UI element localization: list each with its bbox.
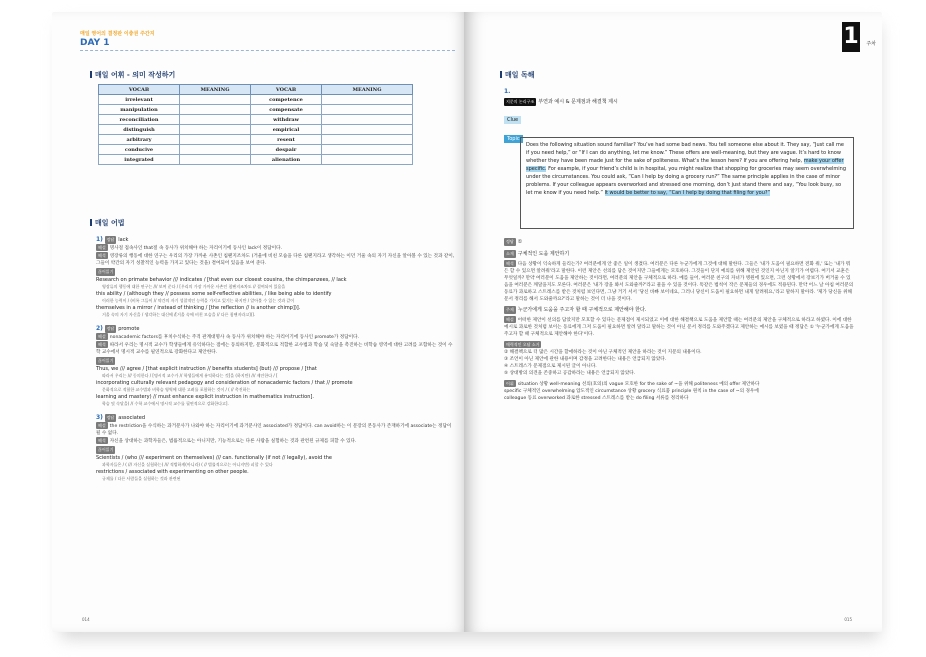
vocab-word: compensate [251,105,322,115]
meaning-blank[interactable] [322,95,413,105]
meaning-blank[interactable] [180,145,251,155]
vocab-header-2: VOCAB [251,85,322,95]
vocab-word: manipulation [99,105,180,115]
wrong-options-list [504,349,854,377]
struct-line-ko: 과학자들은 / ( /// 자신을 실험하는) /// 적법하게(아니라) ( // 법률적으로는 아니지만) 피할 수 있다 [102,462,273,467]
note-tag: 해석 [98,438,106,443]
meaning-blank[interactable] [322,135,413,145]
vocab-word: integrated [99,155,180,165]
topic-legend: Topic [504,135,523,143]
answer-tag: 정답 [106,237,115,242]
question-structure [504,98,618,106]
struct-tag: 끊어읽기 [98,447,114,452]
translation-text: 다음 상황이 익숙하게 들리는가? 여러분에게 안 좋은 일이 생겼다. 여러분은 다른 누군가에게 그것에 대해 말한다. 그들은 '내가 도움이 필요하면 전화 줘,' 또는 '내가 뭐든 할 수 있으면 알려줘'라고 말한다. 이런 제안은 선의를 담은 것이지만 그들에게는 모호하다. 그것들이 단지 예의를 위해 제안된 것인지 아닌지 알기가 어렵다. 여기서 교훈은 무엇일까? 만약 여러분이 도움을 제안하는 것이라면, 여러분의 제안을 구체적으로 하라. 예를 들어, 여러분 친구의 자녀가 병원에 있으면, 그런 상황에서 장보기가 버거울 수 있음을 여러분은 깨달을지도 모른다. 여러분은 '내가 장을 봐서 도와줄까?'라고 물을 수 있을 것이다. 똑같은 법칙이 작은 문제들의 경우에도 적용된다. 만약 어느 날 아침 여러분의 동료가 과로하고 스트레스를 받은 것처럼 보인다면, 그냥 거기 서서 '당신 바빠 보이네요, 그러니 당신이 도움이 필요하면 내게 알려줘요,'라고 말하지 말아라. '제가 당신을 위해 문서 정리를 해서 도와줄까요?'라고 말하는 것이 더 나을 것이다. [504,262,854,302]
struct-line-ko: 이러한 능력이 / (비록 그들이 // 약간의 자기 성찰적인 능력을 가지고 있기는 하지만 / 알아볼 수 있는 것과 같이 [102,298,295,303]
vocab-word: empirical [251,125,322,135]
chapter-number: 1 [842,22,860,52]
meaning-blank[interactable] [180,105,251,115]
reading-section-title [500,70,535,80]
struct-tag: 끊어읽기 [98,358,114,363]
struct-line-ko: 학습 및 숙달을) // 수학 교수에서 명시적 교수를 필연적으로 강화한다고]. [102,401,229,406]
grammar-section-title [90,218,125,228]
translation-tag: 해석 [506,261,514,266]
grammar-item [96,325,456,407]
left-page [52,12,470,632]
struct-line-en: this ability / (although they // possess some self-reflective abilities, / like being able to identify [96,291,332,297]
note-tag: 해설 [98,334,106,339]
highlighted-clue: It would be better to say, “Can I help by doing that filing for you?” [604,190,771,196]
reading-title-text: 매일 독해 [505,71,535,79]
clue-legend: Clue [504,116,521,124]
vocab-title-text: 매일 어휘 - 의미 작성하기 [95,71,176,79]
question-number: 1. [504,88,511,95]
struct-line-en: Research on primate behavior /// indicates / [that even our closest cousins, the chimpanzees, // lack [96,277,347,283]
meaning-blank[interactable] [180,95,251,105]
topic-tag: 주제 [506,307,514,312]
struct-line-ko: 영장류의 행동에 대한 연구는 /// 보여 준다 / [우리의 가장 가까운 사촌인 침팬지조차도 // 결여되어 있음을 [102,284,286,289]
vocab-word: withdraw [251,115,322,125]
vocab-row [99,95,413,105]
vocab-line-2: specific 구체적인 overwhelming 압도적인 circumstance 상황 grocery 식료품 principle 원칙 in the case of ~의 경우에 [504,389,759,394]
grammar-item [96,414,456,482]
vocab-word: arbitrary [99,135,180,145]
vocab-row [99,135,413,145]
vocab-line-1: situation 상황 well-meaning 선의(호의)의 vague 모호한 for the sake of ~을 위해 politeness 예의 offer 제안하다 [517,382,760,387]
right-page [464,12,882,632]
answer-tag: 정답 [506,239,514,244]
wrong-option: ③ 조언이 아닌 제안에 관한 내용이며 감정을 고려한다는 내용은 언급되지 않았다. [504,357,667,362]
day-label: DAY 1 [80,38,110,48]
note-text: 따라서 우리는 명시적 교수가 학생들에게 유익하다는 점에는 동의하지만, 문화적으로 적합한 교수법과 학습 및 숙달을 촉진하는 비학습 영역에 대한 고려를 포함하는 것이 수학 교수에서 명시적 교수를 필연적으로 강화한다고 제안한다. [96,343,453,355]
struct-line-ko: 규제를 / 다른 사람들을 실험하는 것과 관련된 [102,476,181,481]
wrong-option: ⑤ 상대방의 의견을 존중하고 공감하라는 내용은 언급되지 않았다. [504,371,636,376]
vocab-line-3: colleague 동료 overworked 과로한 stressed 스트레스를 받는 do filing 서류를 정리하다 [504,396,689,401]
item-number: 3) [96,414,103,421]
struct-line-en: learning and mastery) // must enhance explicit instruction in mathematics instruction]. [96,394,314,400]
struct-line-ko: 거울 속의 자기 자신을 / 생각하는 대신에 /[거울 속에 비친 모습을 // 다른 침팬지라고])]. [102,312,256,317]
grammar-title-text: 매일 어법 [95,219,125,227]
reading-passage [520,137,854,229]
header-divider [80,50,455,51]
header-subtitle: 매일 영어의 결정판 이충권 주간지 [80,31,155,37]
passage-text: For example, if your friend’s child is in hospital, you might realize that shopping for groceries may seem overwhelming under the circumstances. You could ask, “Can I help by doing a grocery run?” The same principle applies in the case of minor problems. If your colleague appears overworked and stressed one morning, don’t just stand there and say, “You look busy, so let me know if you need help.” [526,166,847,196]
wrong-option: ④ 스트레스가 문제점으로 제시된 글이 아니다. [504,364,597,369]
struct-line-en: Thus, we /// agree / [that explicit instruction // benefits students] (but) /// propose / [that [96,366,317,372]
wrong-option: ② 해결책으로 더 많은 시간을 할애하라는 것이 아닌 구체적인 제안을 하라는 것이 지문의 내용이다. [504,350,702,355]
vocab-tag: 어휘 [506,381,514,386]
explanation-block [504,238,854,402]
note-text: 영장류의 행동에 대한 연구는 우리의 가장 가까운 사촌인 침팬지조차도 (거울에 비친 모습을 다른 침팬지라고 생각하는 이던 거울 속의 자기 자신을 알아볼 수 있는 것과 같이, 그들이 약간의 자기 성찰적인 능력을 가지고 있다는 것을) 결여되어 있음을 보여 준다. [96,254,455,266]
topic-text: 누군가에게 도움을 주고자 할 때 구체적으로 제안해야 한다. [517,307,647,313]
vocab-word: conducive [99,145,180,155]
meaning-blank[interactable] [322,145,413,155]
meaning-blank[interactable] [322,125,413,135]
passage-text: Does the following situation sound familiar? You’ve had some bad news. You tell someone else about it. They say, “Just call me if you need help,” or “If I can do anything, let me know.” These offers are well-meaning, but they are vague. It’s hard to know whether they have been made just for the sake of politeness. What’s the lesson here? If you are offering help, [526,142,844,164]
note-text: 명사절 접속사인 that절 속 동사가 위치해야 하는 자리이기에 동사인 lack이 정답이다. [109,246,282,251]
page-number-left: 014 [82,617,90,622]
structure-tag: 지문의 논리구조 [506,99,535,104]
note-tag: 해석 [98,342,106,347]
note-text: nonacademic factors를 후치수식하는 주격 관계대명사 속 동사가 위치해야 하는 자리이기에 동사인 promote가 정답이다. [109,335,359,340]
vocab-row [99,105,413,115]
sec1-title: 구체적인 도움 제안하기 [517,251,570,257]
vocab-table [98,84,413,165]
meaning-blank[interactable] [322,155,413,165]
note-tag: 해석 [98,253,106,258]
struct-line-en: themselves in a mirror / instead of thinking / [the reflection // is another chimp])]. [96,305,301,311]
vocab-word: resent [251,135,322,145]
vocab-row [99,115,413,125]
page-number-right: 015 [844,617,852,622]
note-tag: 해설 [98,423,106,428]
vocab-section-title [90,70,175,80]
highlighted-clue: make your offer specific. [526,158,844,172]
struct-line-en: incorporating culturally relevant pedagogy and consideration of nonacademic factors / that // promote [96,380,353,386]
struct-line-en: Scientists / (who /// experiment on themselves) /// can. functionally (if not // legally), avoid the [96,455,332,461]
struct-line-ko: 따라서 우리는 /// 동의한다 / [명시적 교수가 // 학생들에게 유익하다는 것]을 (하지만) /// 제안한다 / [ [102,373,278,378]
vocab-header-3: MEANING [322,85,413,95]
struct-line-ko: 문화적으로 적합한 교수법과 비학습 영역에 대한 고려를 포함하는 것이 / ( // 촉진하는 [102,387,251,392]
vocab-word: irrelevant [99,95,180,105]
sec1-tag: 소재 [506,251,514,256]
chapter-label: 주차 [866,41,876,47]
meaning-blank[interactable] [180,135,251,145]
item-number: 1) [96,236,103,243]
question-header [504,88,618,144]
structure-type: 부연과 예시 & 문제점과 해결책 제시 [538,99,618,105]
summary-text: 어떠한 제안이 선의를 담았지만 모호할 수 있다는 문제점이 제시되었고 이에 대한 해결책으로 도움을 제안할 때는 여러분의 제안을 구체적으로 하라고 하였다. 이에 대한 예시로 과로한 것처럼 보이는 동료에게 그저 도움이 필요하면 알려 달라고 말하는 것이 아닌 문서 정리를 도와주겠다고 제안하는 예시를 보였을 때 정답은 ① '누군가에게 도움을 주고자 할 때 구체적으로 제안해야 한다'이다. [504,318,854,337]
vocab-row [99,145,413,155]
meaning-blank[interactable] [322,115,413,125]
vocab-header-1: MEANING [180,85,251,95]
vocab-word: reconciliation [99,115,180,125]
meaning-blank[interactable] [180,115,251,125]
vocab-word: despair [251,145,322,155]
summary-tag: 해설 [506,317,514,322]
meaning-blank[interactable] [322,105,413,115]
answer-tag: 정답 [106,326,115,331]
vocab-header-0: VOCAB [99,85,180,95]
item-number: 2) [96,325,103,332]
options-tag: 매력적인 오답 소거 [506,342,540,347]
vocab-row [99,125,413,135]
item-answer: promote [118,326,140,332]
open-book [52,12,882,634]
struct-tag: 끊어읽기 [98,269,114,274]
item-answer: associated [118,415,145,421]
note-text: the restriction을 수식하는 과거분사가 나와야 하는 자리이기에 과거분사인 associated가 정답이다. can avoid하는 이 문장의 본동사가 존재하기에 associate는 정답이 될 수 없다. [96,424,452,436]
vocab-word: distinguish [99,125,180,135]
vocab-word: competence [251,95,322,105]
meaning-blank[interactable] [180,155,251,165]
answer-value: ① [517,239,523,245]
vocab-word: alienation [251,155,322,165]
grammar-item [96,236,456,318]
struct-line-en: restrictions / associated with experimenting on other people. [96,469,249,475]
note-text: 자신을 상대하는 과학자들은, 법률적으로는 아니지만, 기능적으로는 다른 사람을 실험하는 것과 관련된 규제를 피할 수 있다. [109,439,357,444]
item-answer: lack [118,237,129,243]
meaning-blank[interactable] [180,125,251,135]
answer-tag: 정답 [106,415,115,420]
note-tag: 해설 [98,245,106,250]
grammar-items [96,236,456,489]
vocab-row [99,155,413,165]
